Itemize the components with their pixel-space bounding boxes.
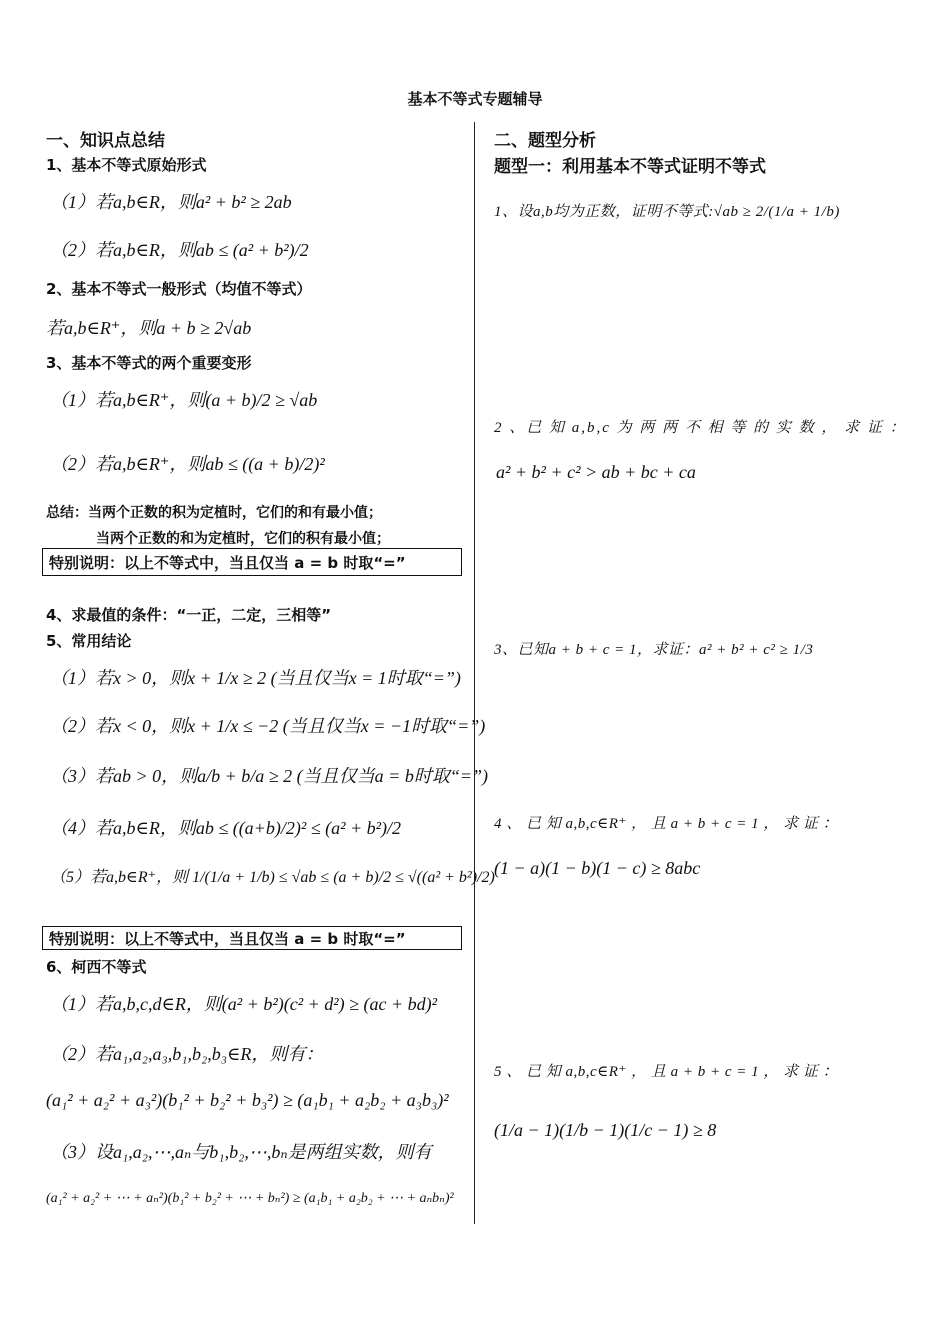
problem-2-formula: a² + b² + c² > ab + bc + ca xyxy=(496,462,696,482)
formula-general: 若a,b∈R⁺，则a + b ≥ 2√ab xyxy=(46,318,252,338)
problem-4: 4 、 已 知 a,b,c∈R⁺ ， 且 a + b + c = 1 ， 求 证 ： xyxy=(494,816,839,832)
special-note-text-2: 特别说明：以上不等式中，当且仅当 a = b 时取“=” xyxy=(49,929,406,948)
section-knowledge-summary: 一、知识点总结 xyxy=(46,131,165,151)
special-note-box-1 xyxy=(42,548,462,576)
problem-2: 2 、已 知 a,b,c 为 两 两 不 相 等 的 实 数 ， 求 证 ： xyxy=(494,420,907,436)
summary-line-1: 总结：当两个正数的积为定植时，它们的和有最小值； xyxy=(46,505,382,521)
conclusion-3: （3）若ab > 0，则a/b + b/a ≥ 2 (当且仅当a = b时取“=”) xyxy=(50,766,488,786)
heading-basic-original-form: 1、基本不等式原始形式 xyxy=(46,156,207,174)
special-note-text-1: 特别说明：以上不等式中，当且仅当 a = b 时取“=” xyxy=(49,553,406,572)
conclusion-5: （5）若a,b∈R⁺，则 1/(1/a + 1/b) ≤ √ab ≤ (a + b)/2 ≤ √((a² + b²)/2) xyxy=(50,869,495,886)
heading-cauchy-inequality: 6、柯西不等式 xyxy=(46,958,147,976)
problem-5-formula: (1/a − 1)(1/b − 1)(1/c − 1) ≥ 8 xyxy=(494,1120,717,1140)
conclusion-4: （4）若a,b∈R，则ab ≤ ((a+b)/2)² ≤ (a² + b²)/2 xyxy=(50,818,402,838)
heading-extremum-conditions: 4、求最值的条件：“一正，二定，三相等” xyxy=(46,606,332,624)
cauchy-1: （1）若a,b,c,d∈R，则(a² + b²)(c² + d²) ≥ (ac + bd)² xyxy=(50,994,438,1014)
conclusion-2: （2）若x < 0，则x + 1/x ≤ −2 (当且仅当x = −1时取“=”) xyxy=(50,716,486,736)
conclusion-1: （1）若x > 0，则x + 1/x ≥ 2 (当且仅当x = 1时取“=”) xyxy=(50,668,461,688)
formula-original-1: （1）若a,b∈R，则a² + b² ≥ 2ab xyxy=(50,192,292,212)
page-title: 基本不等式专题辅导 xyxy=(407,90,543,108)
problem-4-formula: (1 − a)(1 − b)(1 − c) ≥ 8abc xyxy=(494,858,701,878)
column-divider xyxy=(474,122,475,1224)
problem-1: 1、设a,b均为正数，证明不等式:√ab ≥ 2/(1/a + 1/b) xyxy=(494,204,840,220)
special-note-box-2 xyxy=(42,926,462,950)
formula-variant-2: （2）若a,b∈R⁺，则ab ≤ ((a + b)/2)² xyxy=(50,454,325,474)
cauchy-3: （3）设a₁,a₂,⋯,aₙ与b₁,b₂,⋯,bₙ是两组实数，则有 xyxy=(50,1142,432,1162)
heading-problem-type-1: 题型一：利用基本不等式证明不等式 xyxy=(494,157,766,177)
section-problem-analysis: 二、题型分析 xyxy=(494,131,596,151)
cauchy-2: （2）若a₁,a₂,a₃,b₁,b₂,b₃∈R，则有： xyxy=(50,1044,324,1064)
cauchy-3-formula: (a₁² + a₂² + ⋯ + aₙ²)(b₁² + b₂² + ⋯ + bₙ²) ≥ (a₁b₁ + a₂b₂ + ⋯ + aₙbₙ)² xyxy=(46,1191,454,1206)
heading-common-conclusions: 5、常用结论 xyxy=(46,632,132,650)
formula-variant-1: （1）若a,b∈R⁺，则(a + b)/2 ≥ √ab xyxy=(50,390,318,410)
cauchy-2-formula: (a₁² + a₂² + a₃²)(b₁² + b₂² + b₃²) ≥ (a₁b₁ + a₂b₂ + a₃b₃)² xyxy=(46,1090,449,1110)
summary-line-2: 当两个正数的和为定植时，它们的积有最小值； xyxy=(96,531,390,547)
problem-3: 3、已知a + b + c = 1，求证：a² + b² + c² ≥ 1/3 xyxy=(494,642,814,658)
heading-important-variants: 3、基本不等式的两个重要变形 xyxy=(46,354,252,372)
heading-general-form: 2、基本不等式一般形式（均值不等式） xyxy=(46,280,312,298)
problem-5: 5 、 已 知 a,b,c∈R⁺ ， 且 a + b + c = 1 ， 求 证 ： xyxy=(494,1064,839,1080)
formula-original-2: （2）若a,b∈R，则ab ≤ (a² + b²)/2 xyxy=(50,240,309,260)
